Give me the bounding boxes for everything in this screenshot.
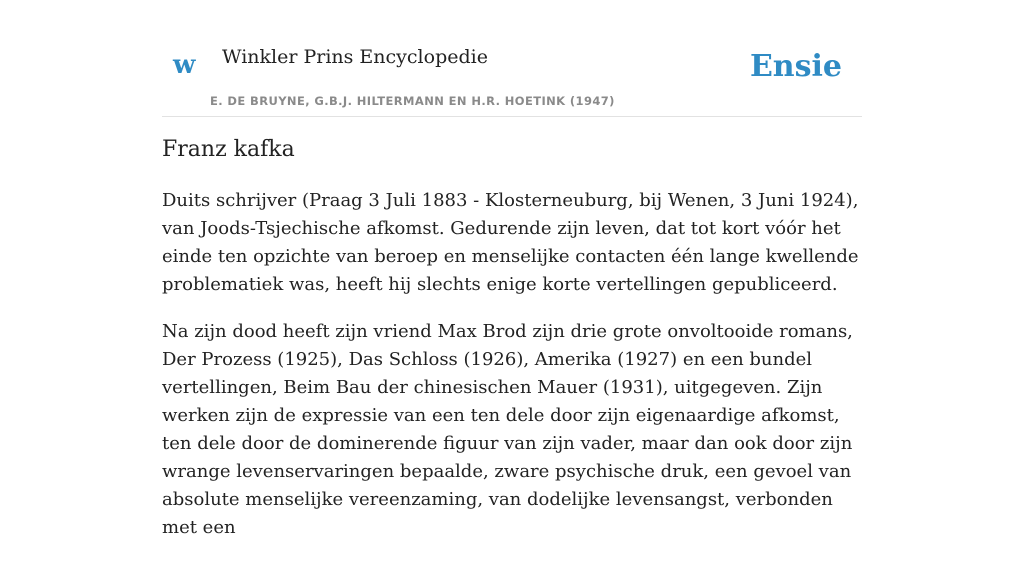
encyclopedia-title[interactable]: Winkler Prins Encyclopedie bbox=[222, 46, 488, 68]
encyclopedia-logo[interactable]: w bbox=[173, 50, 196, 80]
article-title: Franz kafka bbox=[162, 137, 295, 162]
article bbox=[162, 136, 862, 561]
article-paragraph: Duits schrijver (Praag 3 Juli 1883 - Klosterneuburg, bij Wenen, 3 Juni 1924), van Joods-Tsjechische afkomst. Gedurende zijn leven, dat tot kort vóór het einde ten opzichte van beroep en menselijke contacten één lange kwellende problematiek was, heeft hij slechts enige korte vertellingen gepubliceerd. bbox=[162, 189, 859, 295]
encyclopedia-authors: E. DE BRUYNE, G.B.J. HILTERMANN EN H.R. HOETINK (1947) bbox=[210, 94, 615, 108]
brand-logo[interactable]: Ensie bbox=[749, 49, 842, 84]
article-paragraph: Na zijn dood heeft zijn vriend Max Brod zijn drie grote onvoltooide romans, Der Prozess (1925), Das Schloss (1926), Amerika (1927) en een bundel vertellingen, Beim Bau der chinesischen Mauer (1931), uitgegeven. Zijn werken zijn de expressie van een ten dele door zijn eigenaardige afkomst, ten dele door de dominerende figuur van zijn vader, maar dan ook door zijn wrange levenservaringen bepaalde, zware psychische druk, een gevoel van absolute menselijke vereenzaming, van dodelijke levensangst, verbonden met een bbox=[162, 320, 853, 538]
site-header bbox=[162, 0, 862, 117]
